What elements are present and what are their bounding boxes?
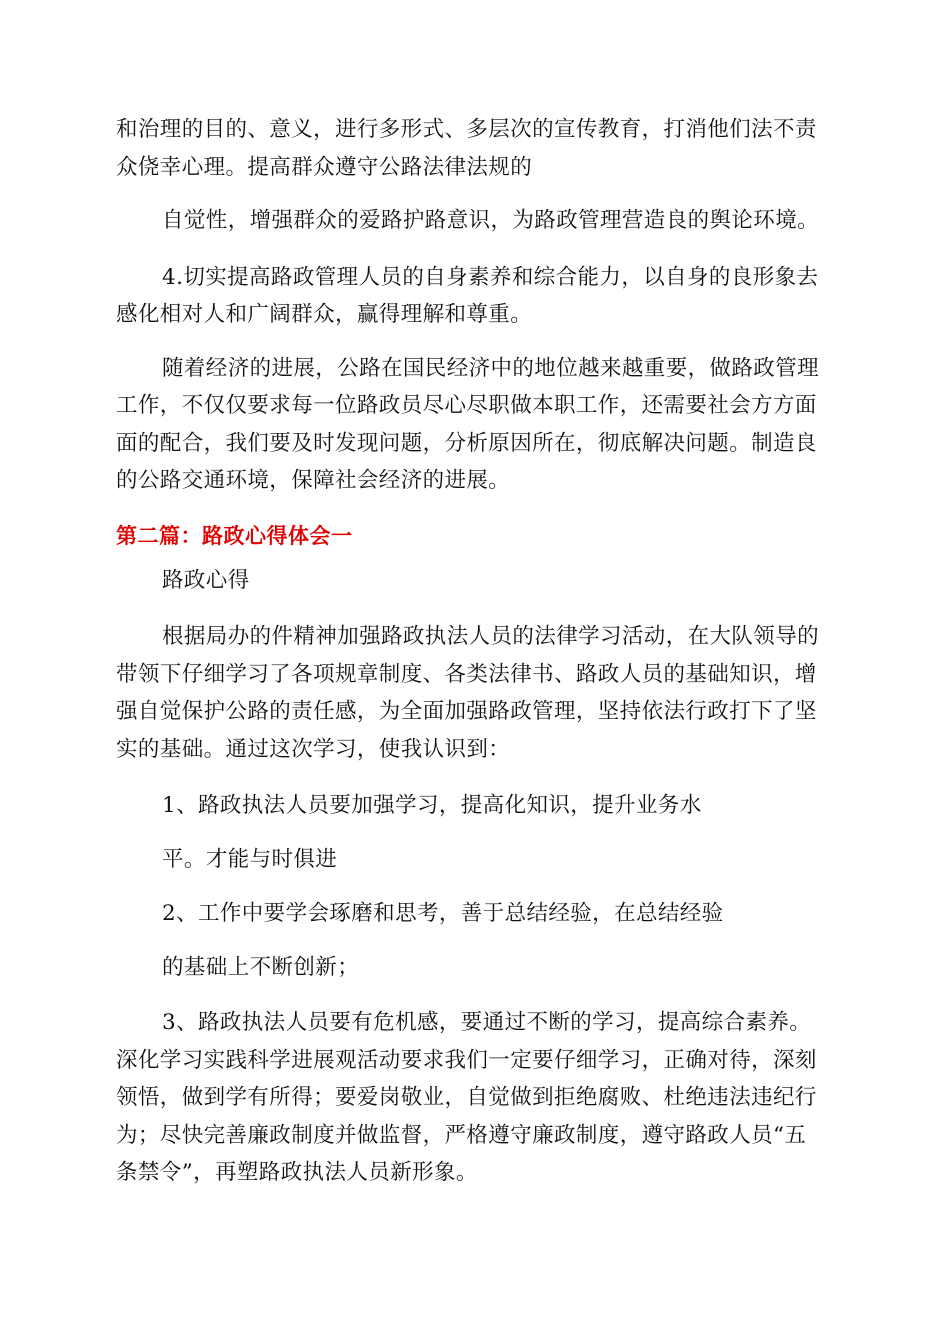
paragraph-line: 为；尽快完善廉政制度并做监督，严格遵守廉政制度，遵守路政人员“五	[116, 1123, 807, 1148]
section-subtitle: 路政心得	[162, 568, 250, 593]
paragraph-line: 领悟，做到学有所得；要爱岗敬业，自觉做到拒绝腐败、杜绝违法违纪行	[116, 1085, 817, 1110]
paragraph-line: 众侥幸心理。提高群众遵守公路法律法规的	[116, 155, 533, 180]
paragraph-line: 感化相对人和广阔群众，赢得理解和尊重。	[116, 302, 533, 327]
paragraph-line: 根据局办的件精神加强路政执法人员的法律学习活动，在大队领导的	[162, 624, 820, 649]
list-item: 3、路政执法人员要有危机感，要通过不断的学习，提高综合素养。	[162, 1010, 812, 1035]
paragraph-line: 带领下仔细学习了各项规章制度、各类法律书、路政人员的基础知识，增	[116, 662, 817, 687]
paragraph-line: 随着经济的进展，公路在国民经济中的地位越来越重要，做路政管理	[162, 356, 820, 381]
paragraph-line: 自觉性，增强群众的爱路护路意识，为路政管理营造良的舆论环境。	[162, 208, 820, 233]
paragraph-line: 强自觉保护公路的责任感，为全面加强路政管理，坚持依法行政打下了坚	[116, 699, 817, 724]
paragraph-line: 实的基础。通过这次学习，使我认识到：	[116, 737, 511, 762]
list-item: 1、路政执法人员要加强学习，提高化知识，提升业务水	[162, 793, 702, 818]
paragraph-line: 和治理的目的、意义，进行多形式、多层次的宣传教育，打消他们法不责	[116, 117, 817, 142]
list-item: 2、工作中要学会琢磨和思考，善于总结经验，在总结经验	[162, 901, 724, 926]
list-item-continuation: 平。才能与时俱进	[162, 847, 338, 872]
paragraph-line: 面的配合，我们要及时发现问题，分析原因所在，彻底解决问题。制造良	[116, 431, 817, 456]
paragraph-line: 深化学习实践科学进展观活动要求我们一定要仔细学习，正确对待，深刻	[116, 1048, 817, 1073]
paragraph-line: 4.切实提高路政管理人员的自身素养和综合能力，以自身的良形象去	[162, 265, 819, 290]
list-item-continuation: 的基础上不断创新；	[162, 955, 360, 980]
section-heading: 第二篇：路政心得体会一	[116, 524, 353, 548]
paragraph-line: 条禁令”，再塑路政执法人员新形象。	[116, 1160, 478, 1185]
paragraph-line: 工作，不仅仅要求每一位路政员尽心尽职做本职工作，还需要社会方方面	[116, 393, 817, 418]
paragraph-line: 的公路交通环境，保障社会经济的进展。	[116, 468, 511, 493]
